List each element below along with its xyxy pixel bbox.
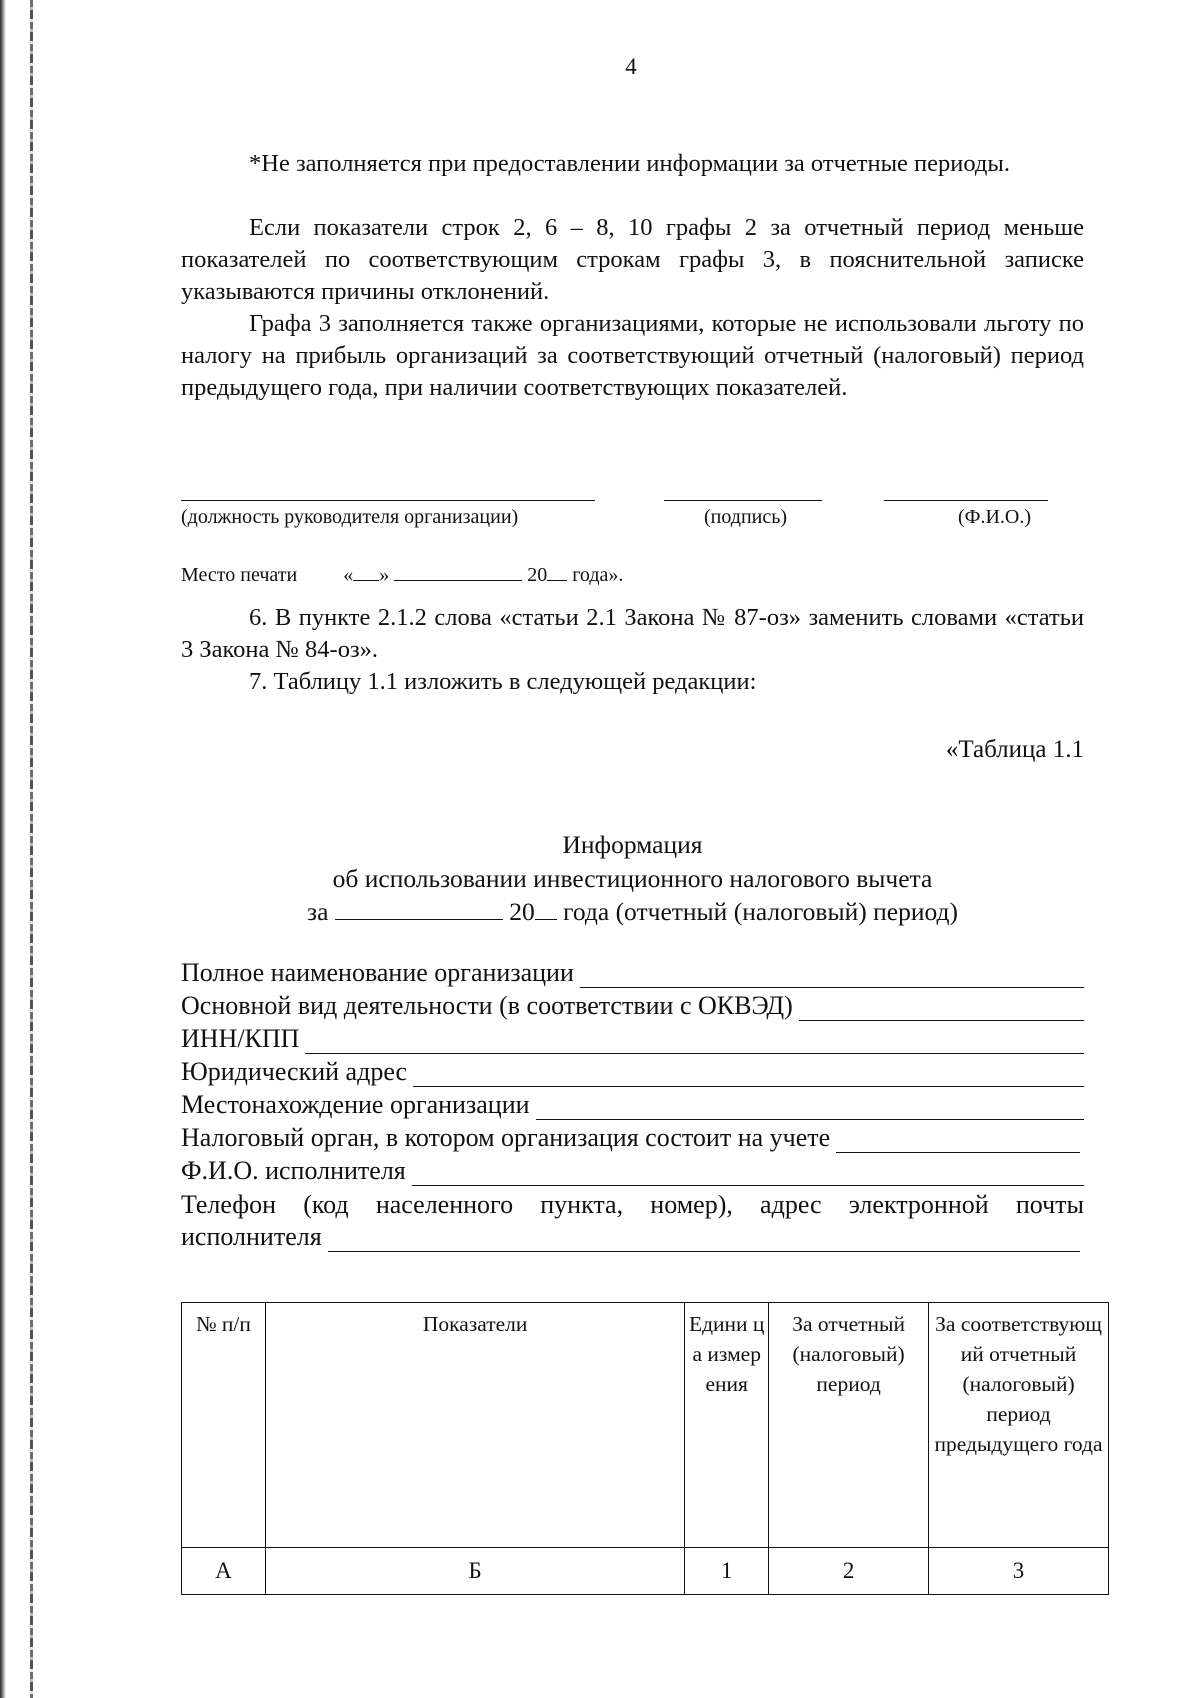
field-legal-address <box>181 1054 1084 1087</box>
item-7-paragraph: 7. Таблицу 1.1 изложить в следующей редакции: <box>249 668 757 695</box>
field-phone-label-line1: Телефон (код населенного пункта, номер), адрес электронной почты <box>181 1190 1084 1219</box>
name-caption: (Ф.И.О.) <box>958 506 1032 528</box>
field-label: Местонахождение организации <box>181 1090 530 1119</box>
field-okved <box>181 988 1084 1021</box>
code-cell: 3 <box>929 1548 1109 1595</box>
field-full-name <box>181 955 1084 988</box>
header-unit <box>685 1303 769 1548</box>
field-blank[interactable] <box>328 1225 1080 1252</box>
period-prefix: за <box>307 897 329 926</box>
period-suffix: года (отчетный (налоговый) период) <box>563 897 958 926</box>
field-phone-email <box>181 1219 1080 1252</box>
position-signature-line <box>181 500 595 501</box>
header-indicators: Показатели <box>265 1303 684 1548</box>
field-blank[interactable] <box>799 994 1084 1021</box>
field-blank[interactable] <box>305 1027 1084 1054</box>
day-blank <box>353 580 379 581</box>
header-reporting-period: За отчетный (налоговый) период <box>769 1303 929 1548</box>
period-blank <box>335 919 503 920</box>
field-tax-authority <box>181 1120 1084 1153</box>
field-label: Основной вид деятельности (в соответствии с ОКВЭД) <box>181 991 793 1020</box>
field-label: Полное наименование организации <box>181 958 574 987</box>
code-cell: А <box>182 1548 266 1595</box>
period-year-blank <box>535 919 557 920</box>
sign-caption: (подпись) <box>704 506 788 528</box>
header-unit-text: Едини ца измер ения <box>688 1312 765 1396</box>
table-codes-row <box>182 1548 1109 1595</box>
table-header-row <box>182 1303 1109 1548</box>
month-blank <box>394 580 522 581</box>
item-6-paragraph: 6. В пункте 2.1.2 слова «статьи 2.1 Закона № 87-оз» заменить словами «статьи 3 Закона № 84-оз». <box>181 604 1084 663</box>
stamp-year-suffix: года». <box>572 564 624 586</box>
field-label: исполнителя <box>181 1222 322 1251</box>
form-period-line <box>181 897 1084 927</box>
name-signature-line <box>884 500 1048 501</box>
quote-open: « <box>343 564 354 586</box>
code-cell: 2 <box>769 1548 929 1595</box>
field-label: Юридический адрес <box>181 1057 408 1086</box>
field-label: Налоговый орган, в котором организация состоит на учете <box>181 1123 831 1152</box>
field-blank[interactable] <box>536 1093 1084 1120</box>
stamp-year-blank <box>547 580 567 581</box>
quote-close: » <box>379 564 390 586</box>
deviation-paragraph: Если показатели строк 2, 6 – 8, 10 графы 2 за отчетный период меньше показателей по соответствующим строкам графы 3, в пояснительной записке указываются причины отклонений. <box>181 214 1084 305</box>
investment-deduction-table <box>181 1302 1109 1595</box>
stamp-label: Место печати <box>181 564 298 586</box>
footnote-paragraph: *Не заполняется при предоставлении информации за отчетные периоды. <box>249 150 1010 177</box>
sign-signature-line <box>664 500 822 501</box>
field-executor-name <box>181 1153 1084 1186</box>
position-caption: (должность руководителя организации) <box>181 506 519 528</box>
field-inn-kpp <box>181 1021 1084 1054</box>
scan-binding-shadow <box>30 0 33 1698</box>
header-previous-year-period: За соответствующ ий отчетный (налоговый) период предыдущего года <box>929 1303 1109 1548</box>
code-cell: Б <box>265 1548 684 1595</box>
header-row-number: № п/п <box>182 1303 266 1548</box>
field-label: ИНН/КПП <box>181 1024 300 1053</box>
form-subtitle: об использовании инвестиционного налогового вычета <box>332 864 933 893</box>
form-title: Информация <box>562 830 703 859</box>
code-cell: 1 <box>685 1548 769 1595</box>
field-blank[interactable] <box>412 1159 1084 1186</box>
column3-paragraph: Графа 3 заполняется также организациями, которые не использовали льготу по налогу на прибыль организаций за соответствующий отчетный (налоговый) период предыдущего года, при наличии соответствующих показателей. <box>181 310 1084 401</box>
field-location <box>181 1087 1084 1120</box>
field-label: Ф.И.О. исполнителя <box>181 1156 406 1185</box>
stamp-line <box>181 564 623 587</box>
field-blank[interactable] <box>836 1126 1080 1153</box>
table-reference: «Таблица 1.1 <box>945 736 1084 763</box>
scan-binding-edge <box>0 0 6 1698</box>
field-blank[interactable] <box>413 1060 1084 1087</box>
period-year-prefix: 20 <box>509 897 535 926</box>
stamp-year-prefix: 20 <box>527 564 548 586</box>
page-number: 4 <box>625 54 637 79</box>
field-blank[interactable] <box>580 961 1084 988</box>
